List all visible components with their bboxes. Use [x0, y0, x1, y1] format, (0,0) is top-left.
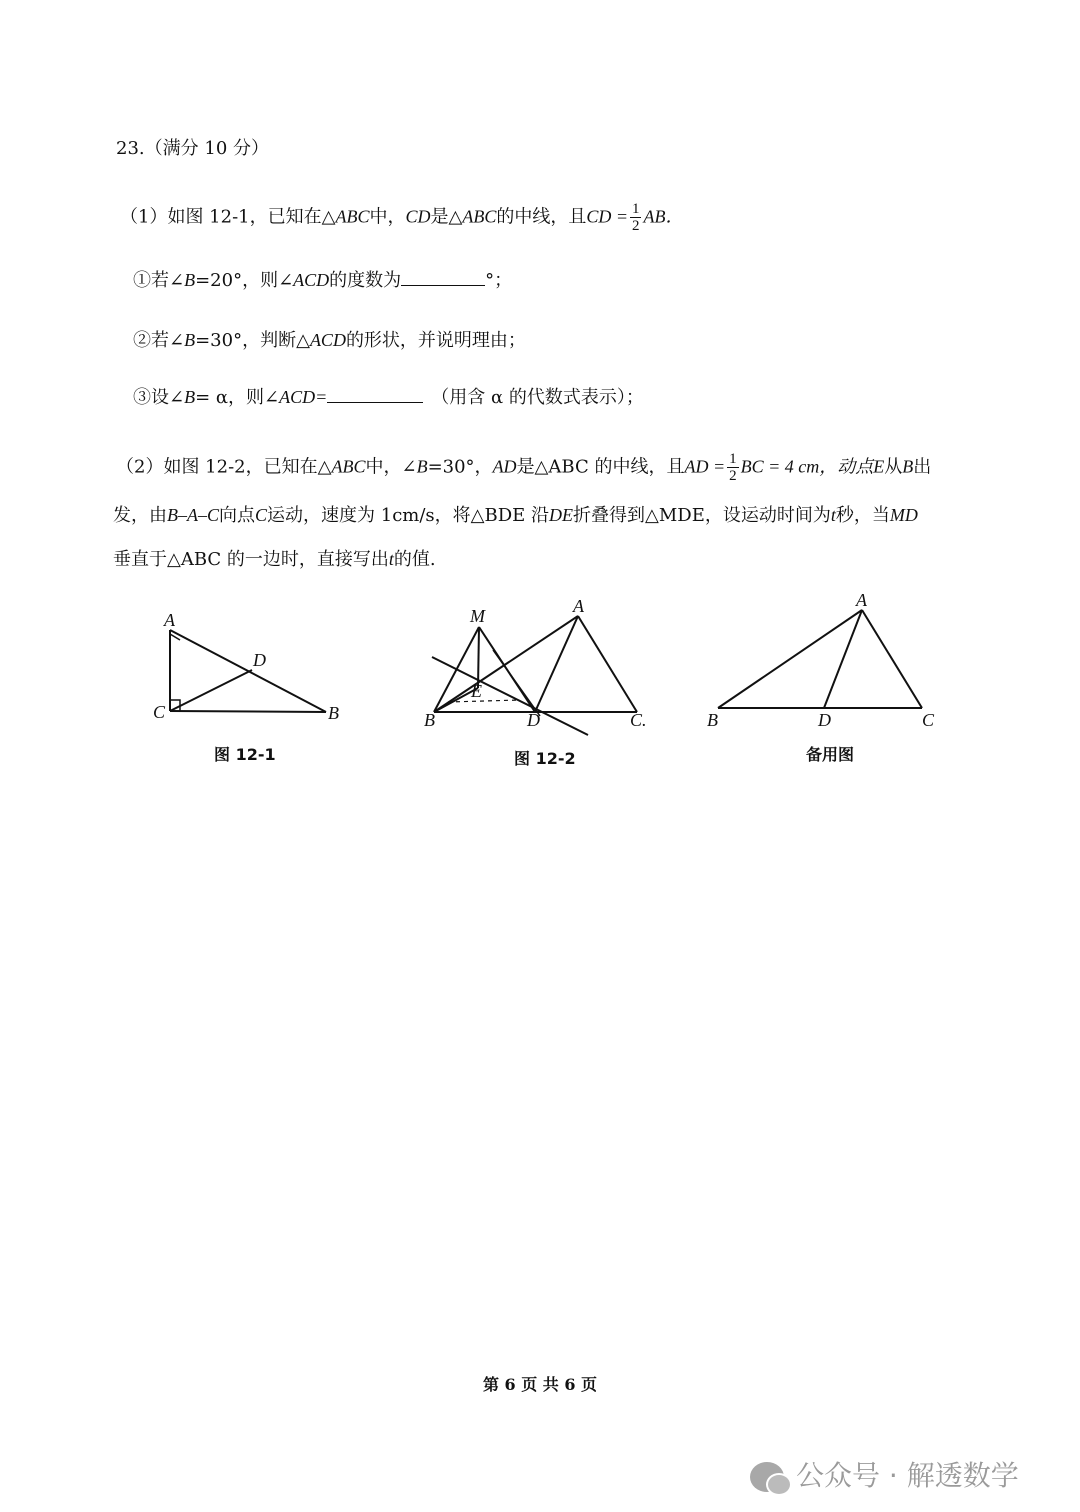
fig1-side-cb: [170, 711, 326, 712]
part1-q2: ②若∠B=30°，判断△ACD的形状，并说明理由；: [133, 330, 526, 351]
fraction-half-2: $\frac{1}{2}$: [729, 451, 737, 484]
fig2-label-d: D: [527, 710, 540, 730]
fig3-label-d: D: [818, 710, 831, 730]
fig2-seg-me: [478, 627, 479, 688]
fig3-side-ba: [718, 610, 862, 708]
question-number: 23.: [116, 138, 145, 159]
fig1-right-angle-mark: [170, 700, 180, 711]
figure-12-1: [170, 630, 326, 712]
fig3-median-ad: [824, 610, 862, 708]
fig3-label-b: B: [707, 710, 718, 730]
fig3-caption: 备用图: [806, 745, 855, 764]
question-header: [116, 137, 269, 161]
fig1-label-a: A: [164, 610, 175, 630]
fig3-label-c: C: [922, 710, 935, 730]
fig2-label-c: C.: [630, 710, 647, 730]
watermark: [750, 1454, 1019, 1494]
fraction-half: $\frac{1}{2}$: [631, 201, 640, 234]
fig1-caption: 图 12-1: [214, 745, 276, 764]
part1-q3: ③设∠B= α，则∠ACD= （用含 α 的代数式表示）；: [133, 387, 644, 408]
part2-line2: 发，由B–A–C向点C运动，速度为 1cm/s，将△BDE 沿DE折叠得到△MDE，设运动时间为t秒，当MD: [113, 505, 918, 526]
fig2-seg-be: [434, 688, 478, 712]
fig2-median-ad: [535, 616, 578, 712]
answer-blank-2[interactable]: [327, 401, 423, 403]
fig2-fold-line: [432, 657, 588, 735]
fig2-side-ba: [434, 616, 578, 712]
fig3-side-ac: [862, 610, 922, 708]
wechat-icon: [750, 1462, 784, 1492]
fig2-seg-mb: [434, 627, 479, 712]
fig2-side-ac: [578, 616, 637, 712]
answer-blank-1[interactable]: [401, 284, 485, 286]
fig2-seg-md: [479, 627, 535, 712]
part2-line3: 垂直于△ABC 的一边时，直接写出t的值.: [113, 549, 436, 570]
fig1-side-ab: [170, 630, 326, 712]
figure-12-2: [432, 616, 637, 735]
part2-line1: （2）如图 12-2，已知在△ABC中，∠B=30°，AD是△ABC 的中线，且AD = $\frac{1}{2}$ BC = 4 cm，动点E从B出: [116, 451, 932, 484]
fig1-angle-mark-a: [170, 634, 180, 640]
fig2-label-m: M: [470, 606, 485, 626]
figure-spare: [718, 610, 922, 708]
fig2-label-e: E: [471, 681, 482, 701]
fig1-median-cd: [170, 670, 252, 711]
fig2-dashed-guide: [448, 700, 520, 702]
fig2-extra-line: [493, 650, 540, 716]
part1-q1: ①若∠B=20°，则∠ACD的度数为 °；: [133, 270, 513, 291]
fig1-label-b: B: [328, 703, 339, 723]
fig2-label-b: B: [424, 710, 435, 730]
question-score: （满分 10 分）: [144, 138, 269, 159]
page-footer: 第 6 页 共 6 页: [482, 1375, 598, 1394]
fig1-label-d: D: [253, 650, 266, 670]
fig2-caption: 图 12-2: [514, 749, 576, 768]
fig2-label-a: A: [573, 596, 584, 616]
fig1-label-c: C: [153, 702, 166, 722]
watermark-text: 公众号 · 解透数学: [796, 1459, 1019, 1492]
part1-intro: （1）如图 12-1，已知在△ABC中，CD是△ABC的中线，且CD = $\frac{1}{2}$ AB．: [120, 201, 684, 234]
fig3-label-a: A: [856, 590, 867, 610]
